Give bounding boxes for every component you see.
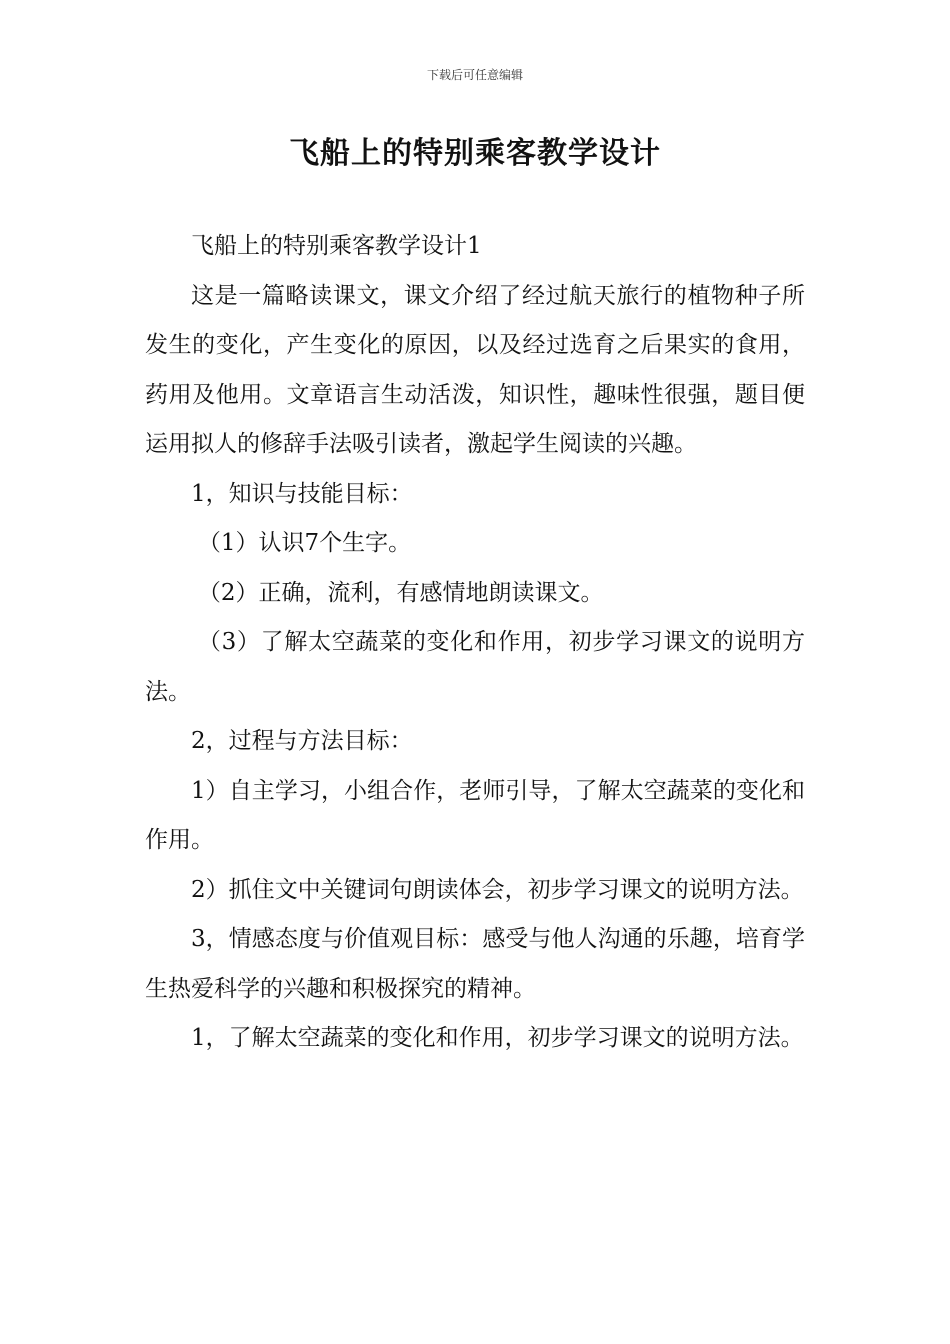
header-note: 下载后可任意编辑 [426,68,523,82]
paragraph-goal-1-item-3: （3）了解太空蔬菜的变化和作用，初步学习课文的说明方法。 [145,629,805,705]
paragraph-goal-2-item-2: 2）抓住文中关键词句朗读体会，初步学习课文的说明方法。 [191,876,804,903]
paragraph-goal-1-item-1: （1）认识7个生字。 [197,530,412,556]
paragraph-goal-1-item-2: （2）正确，流利，有感情地朗读课文。 [197,579,604,606]
paragraph-section-heading: 飞船上的特别乘客教学设计1 [191,233,482,259]
paragraph-goal-1-heading: 1，知识与技能目标： [191,480,413,507]
document-title: 飞船上的特别乘客教学设计 [289,136,661,171]
paragraph-goal-2-item-1: 1）自主学习，小组合作，老师引导，了解太空蔬菜的变化和作用。 [145,777,805,853]
paragraph-goal-3: 3，情感态度与价值观目标：感受与他人沟通的乐趣，培育学生热爱科学的兴趣和积极探究的精神。 [145,926,805,1002]
paragraph-intro: 这是一篇略读课文，课文介绍了经过航天旅行的植物种子所发生的变化，产生变化的原因，以及经过选育之后果实的食用，药用及他用。文章语言生动活泼，知识性，趣味性很强，题目便运用拟人的修辞手法吸引读者，激起学生阅读的兴趣。 [145,282,805,457]
document-body [145,222,805,1064]
paragraph-key-point-1: 1，了解太空蔬菜的变化和作用，初步学习课文的说明方法。 [191,1025,804,1051]
paragraph-goal-2-heading: 2，过程与方法目标： [191,728,413,754]
